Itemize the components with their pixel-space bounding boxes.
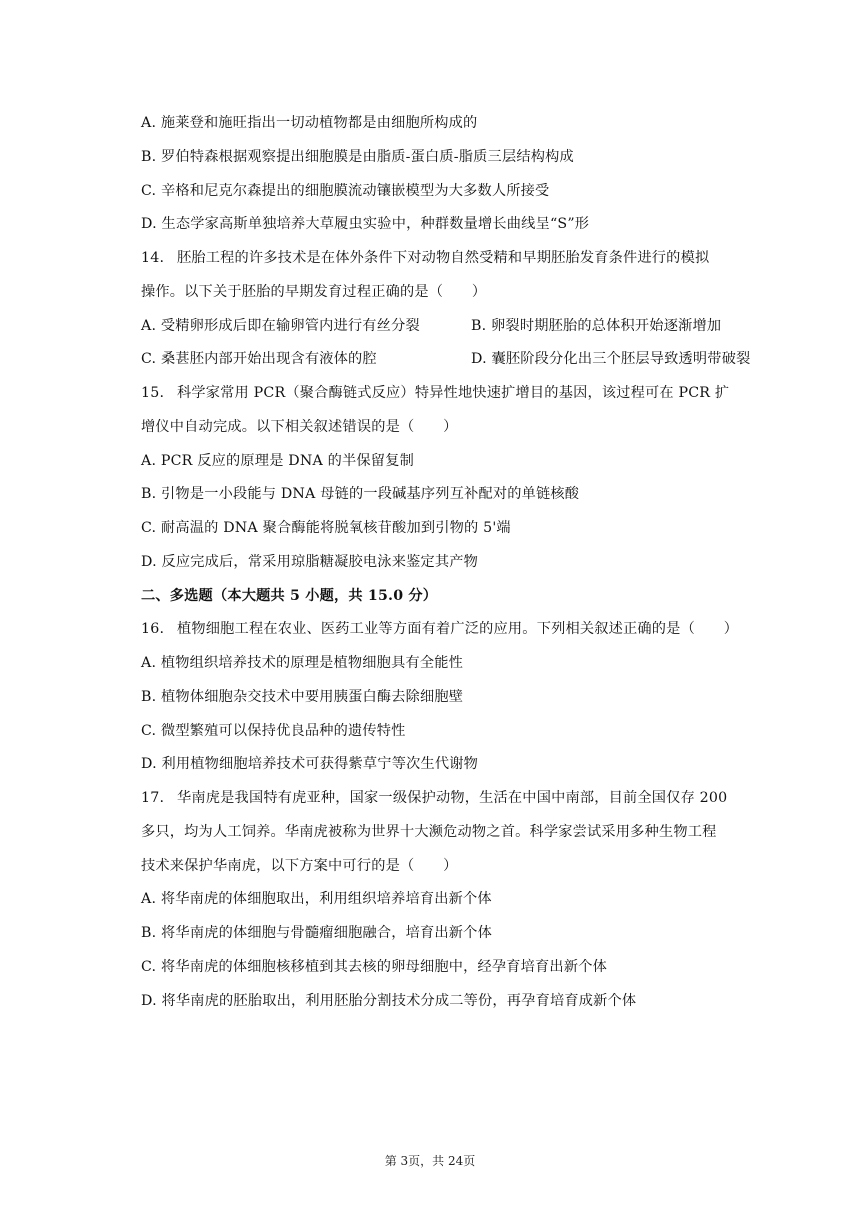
- question-15-stem-cont: 增仪中自动完成。以下相关叙述错误的是（ ）: [141, 419, 458, 435]
- question-14-stem: [141, 247, 709, 267]
- question-14-options-ab: [141, 315, 721, 335]
- question-16-stem: [141, 618, 738, 638]
- question-15-stem: [141, 382, 729, 402]
- option-b: B. 将华南虎的体细胞与骨髓瘤细胞融合，培育出新个体: [141, 925, 492, 941]
- question-number: 16.: [141, 621, 165, 637]
- question-17-stem-cont2: 技术来保护华南虎，以下方案中可行的是（ ）: [141, 858, 458, 874]
- option-c: C. 桑葚胚内部开始出现含有液体的腔: [141, 351, 377, 367]
- option-a: A. 植物组织培养技术的原理是植物细胞具有全能性: [141, 655, 464, 671]
- option-b: B. 引物是一小段能与 DNA 母链的一段碱基序列互补配对的单链核酸: [141, 486, 580, 502]
- option-b: B. 卵裂时期胚胎的总体积开始逐渐增加: [471, 318, 722, 334]
- stem-text: 科学家常用 PCR（聚合酶链式反应）特异性地快速扩增目的基因，该过程可在 PCR 扩: [177, 385, 730, 401]
- option-a: A. PCR 反应的原理是 DNA 的半保留复制: [141, 453, 414, 469]
- line-13D: D. 生态学家高斯单独培养大草履虫实验中，种群数量增长曲线呈“S”形: [141, 216, 590, 232]
- option-d: D. 反应完成后，常采用琼脂糖凝胶电泳来鉴定其产物: [141, 554, 479, 570]
- option-c: C. 耐高温的 DNA 聚合酶能将脱氧核苷酸加到引物的 5'端: [141, 520, 511, 536]
- question-14-stem-cont: 操作。以下关于胚胎的早期发育过程正确的是（ ）: [141, 284, 487, 300]
- option-a: A. 受精卵形成后即在输卵管内进行有丝分裂: [141, 318, 420, 334]
- line-13C: C. 辛格和尼克尔森提出的细胞膜流动镶嵌模型为大多数人所接受: [141, 183, 550, 199]
- line-13B: B. 罗伯特森根据观察提出细胞膜是由脂质-蛋白质-脂质三层结构构成: [141, 149, 574, 165]
- stem-text: 华南虎是我国特有虎亚种，国家一级保护动物，生活在中国中南部，目前全国仅存 200: [177, 790, 728, 806]
- option-c: C. 将华南虎的体细胞核移植到其去核的卵母细胞中，经孕育培育出新个体: [141, 959, 607, 975]
- question-17-stem: [141, 787, 727, 807]
- stem-text: 胚胎工程的许多技术是在体外条件下对动物自然受精和早期胚胎发育条件进行的模拟: [177, 250, 710, 266]
- section-heading: 二、多选题（本大题共 5 小题，共 15.0 分）: [141, 588, 438, 604]
- option-b: B. 植物体细胞杂交技术中要用胰蛋白酶去除细胞壁: [141, 689, 464, 705]
- page-footer: 第 3页，共 24页: [384, 1154, 476, 1168]
- option-d: D. 囊胚阶段分化出三个胚层导致透明带破裂: [471, 351, 751, 367]
- question-17-stem-cont: 多只，均为人工饲养。华南虎被称为世界十大濒危动物之首。科学家尝试采用多种生物工程: [141, 824, 717, 840]
- question-number: 15.: [141, 385, 165, 401]
- option-d: D. 将华南虎的胚胎取出，利用胚胎分割技术分成二等份，再孕育培育成新个体: [141, 993, 637, 1009]
- option-a: A. 将华南虎的体细胞取出，利用组织培养培育出新个体: [141, 891, 492, 907]
- question-14-options-cd: [141, 348, 750, 368]
- option-d: D. 利用植物细胞培养技术可获得紫草宁等次生代谢物: [141, 756, 479, 772]
- option-c: C. 微型繁殖可以保持优良品种的遗传特性: [141, 723, 406, 739]
- question-number: 14.: [141, 250, 165, 266]
- question-number: 17.: [141, 790, 165, 806]
- stem-text: 植物细胞工程在农业、医药工业等方面有着广泛的应用。下列相关叙述正确的是（ ）: [177, 621, 739, 637]
- line-13A: A. 施莱登和施旺指出一切动植物都是由细胞所构成的: [141, 115, 478, 131]
